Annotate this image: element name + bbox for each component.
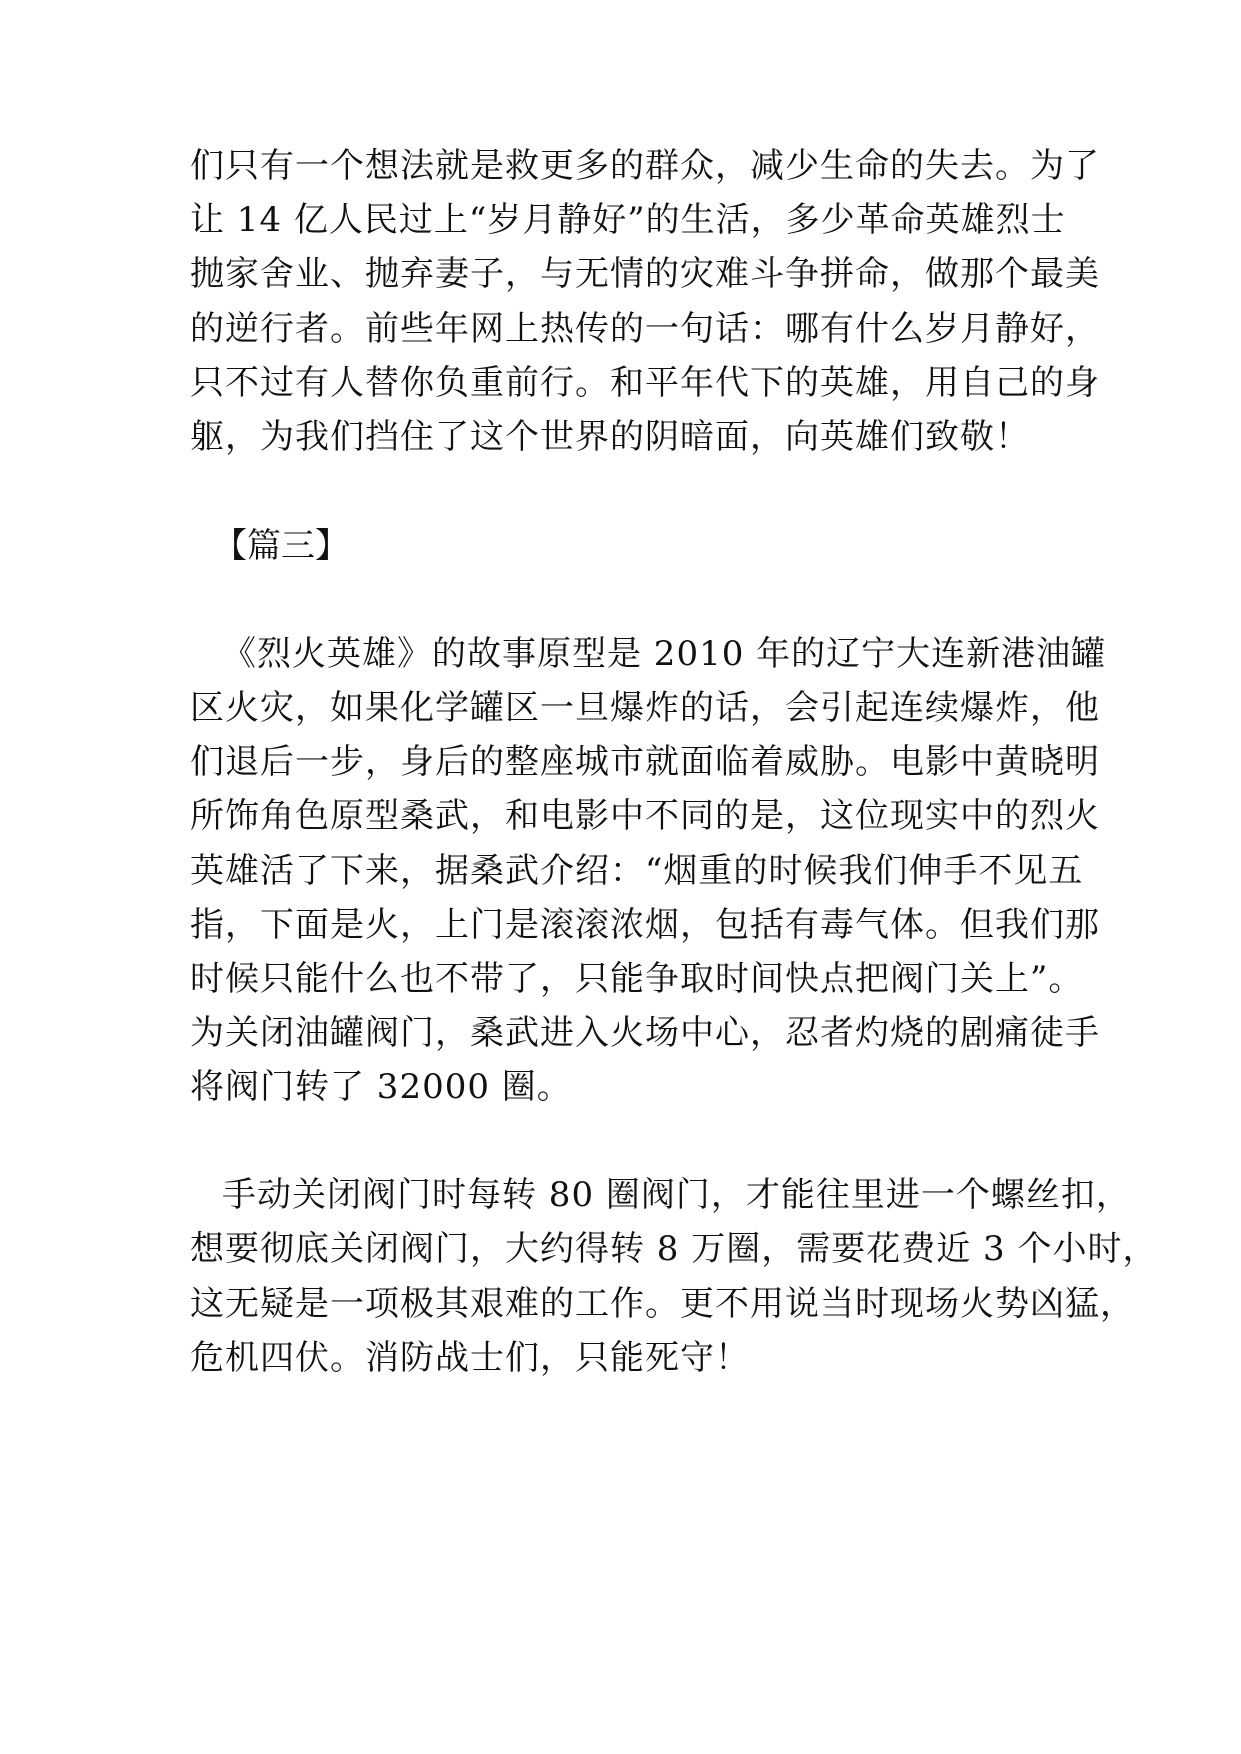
paragraph-3-line-2: 想要彻底关闭阀门，大约得转 8 万圈，需要花费近 3 个小时， (190, 1229, 1158, 1269)
paragraph-2-line-5: 英雄活了下来，据桑武介绍：“烟重的时候我们伸手不见五 (190, 851, 1084, 891)
paragraph-2-line-1: 《烈火英雄》的故事原型是 2010 年的辽宁大连新港油罐 (222, 634, 1107, 674)
paragraph-2-line-6: 指，下面是火，上门是滚滚浓烟，包括有毒气体。但我们那 (190, 905, 1100, 945)
paragraph-1-line-1: 们只有一个想法就是救更多的群众，减少生命的失去。为了 (190, 146, 1100, 186)
paragraph-1-line-4: 的逆行者。前些年网上热传的一句话：哪有什么岁月静好， (190, 309, 1100, 349)
paragraph-2-line-9: 将阀门转了 32000 圈。 (190, 1067, 572, 1107)
paragraph-2-line-2: 区火灾，如果化学罐区一旦爆炸的话，会引起连续爆炸，他 (190, 688, 1100, 728)
section-heading: 【篇三】 (213, 526, 349, 566)
paragraph-1-line-6: 躯，为我们挡住了这个世界的阴暗面，向英雄们致敬！ (190, 417, 1030, 457)
paragraph-2-line-7: 时候只能什么也不带了，只能争取时间快点把阀门关上”。 (190, 959, 1084, 999)
paragraph-2-line-3: 们退后一步，身后的整座城市就面临着威胁。电影中黄晓明 (190, 742, 1100, 782)
paragraph-3-line-4: 危机四伏。消防战士们，只能死守！ (190, 1338, 750, 1378)
paragraph-2-line-4: 所饰角色原型桑武，和电影中不同的是，这位现实中的烈火 (190, 796, 1100, 836)
paragraph-1-line-2: 让 14 亿人民过上“岁月静好”的生活，多少革命英雄烈士 (190, 200, 1066, 240)
paragraph-1-line-5: 只不过有人替你负重前行。和平年代下的英雄，用自己的身 (190, 363, 1100, 403)
paragraph-3-line-3: 这无疑是一项极其艰难的工作。更不用说当时现场火势凶猛， (190, 1284, 1135, 1324)
paragraph-1-line-3: 抛家舍业、抛弃妻子，与无情的灾难斗争拼命，做那个最美 (190, 254, 1100, 294)
paragraph-2-line-8: 为关闭油罐阀门，桑武进入火场中心，忍者灼烧的剧痛徒手 (190, 1013, 1100, 1053)
paragraph-3-line-1: 手动关闭阀门时每转 80 圈阀门，才能往里进一个螺丝扣， (222, 1175, 1131, 1215)
